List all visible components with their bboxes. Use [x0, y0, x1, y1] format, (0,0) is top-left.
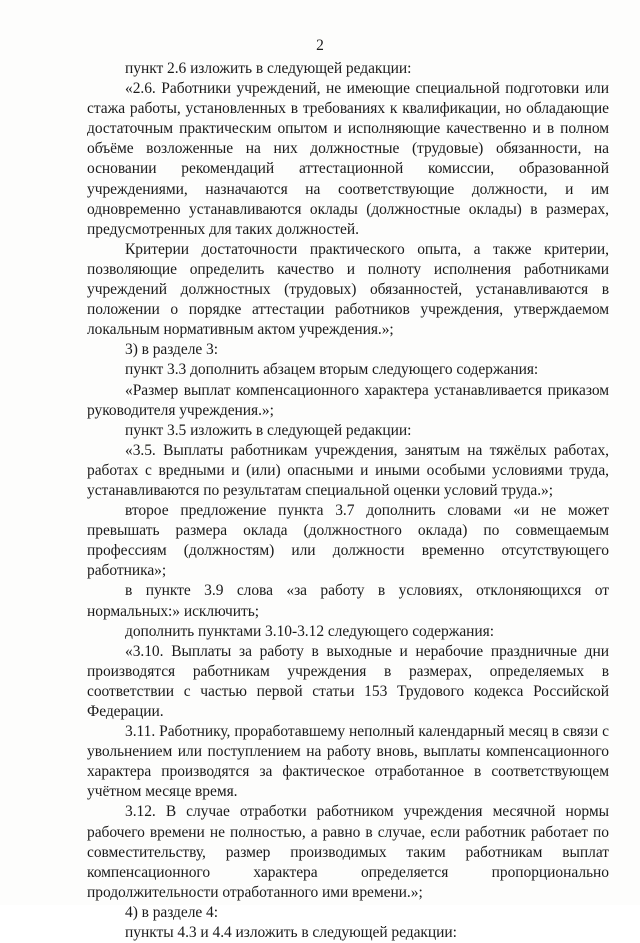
paragraph: «3.10. Выплаты за работу в выходные и нерабочие праздничные дни производятся работникам учреждения в размерах, определяемых в соответствии с частью первой статьи 153 Трудового кодекса Российской Федерации.	[87, 642, 609, 720]
paragraph: «3.5. Выплаты работникам учреждения, занятым на тяжёлых работах, работах с вредными и (или) опасными и иными особыми условиями труда, устанавливаются по результатам специальной оценки условий труда.»;	[87, 441, 609, 499]
paragraph: 3) в разделе 3:	[125, 341, 219, 359]
paragraph: Критерии достаточности практического опыта, а также критерии, позволяющие определить качество и полноту исполнения работниками учреждений должностных (трудовых) обязанностей, устанавливаются в положении о порядке аттестации работников учреждения, утверждаемом локальным нормативным актом учреждения.»;	[87, 240, 609, 339]
paragraph: 3.11. Работнику, проработавшему неполный календарный месяц в связи с увольнением или поступлением на работу вновь, выплаты компенсационного характера производятся за фактическое отработанное в соответствующем учётном месяце время.	[87, 723, 609, 801]
paragraph: пункт 3.5 изложить в следующей редакции:	[125, 421, 412, 439]
document-body	[87, 59, 609, 943]
paragraph: пункты 4.3 и 4.4 изложить в следующей редакции:	[125, 924, 457, 942]
paragraph: дополнить пунктами 3.10-3.12 следующего содержания:	[125, 622, 494, 640]
paragraph: «Размер выплат компенсационного характера устанавливается приказом руководителя учреждения.»;	[87, 381, 609, 419]
paragraph: 3.12. В случае отработки работником учреждения месячной нормы рабочего времени не полностью, а равно в случае, если работник работает по совместительству, размер производимых таким работникам выплат компенсационного характера определяется пропорционально продолжительности отработанного ими времени.»;	[87, 803, 609, 901]
paragraph: 4) в разделе 4:	[125, 903, 219, 921]
paragraph: пункт 3.3 дополнить абзацем вторым следующего содержания:	[125, 361, 539, 379]
page-number: 2	[316, 37, 324, 54]
paragraph: «2.6. Работники учреждений, не имеющие специальной подготовки или стажа работы, установленных в требованиях к квалификации, но обладающие достаточным практическим опытом и исполняющие качественно и в полном объёме возложенные на них должностные (трудовые) обязанности, на основании рекомендаций аттестационной комиссии, образованной учреждениями, назначаются на соответствующие должности, и им одновременно устанавливаются оклады (должностные оклады) в размерах, предусмотренных для таких должностей.	[87, 80, 609, 238]
paragraph: в пункте 3.9 слова «за работу в условиях, отклоняющихся от нормальных:» исключить;	[87, 582, 609, 620]
paragraph: второе предложение пункта 3.7 дополнить словами «и не может превышать размера оклада (должностного оклада) по совмещаемым профессиям (должностям) или должности временно отсутствующего работника»;	[87, 502, 609, 580]
paragraph: пункт 2.6 изложить в следующей редакции:	[125, 60, 412, 77]
